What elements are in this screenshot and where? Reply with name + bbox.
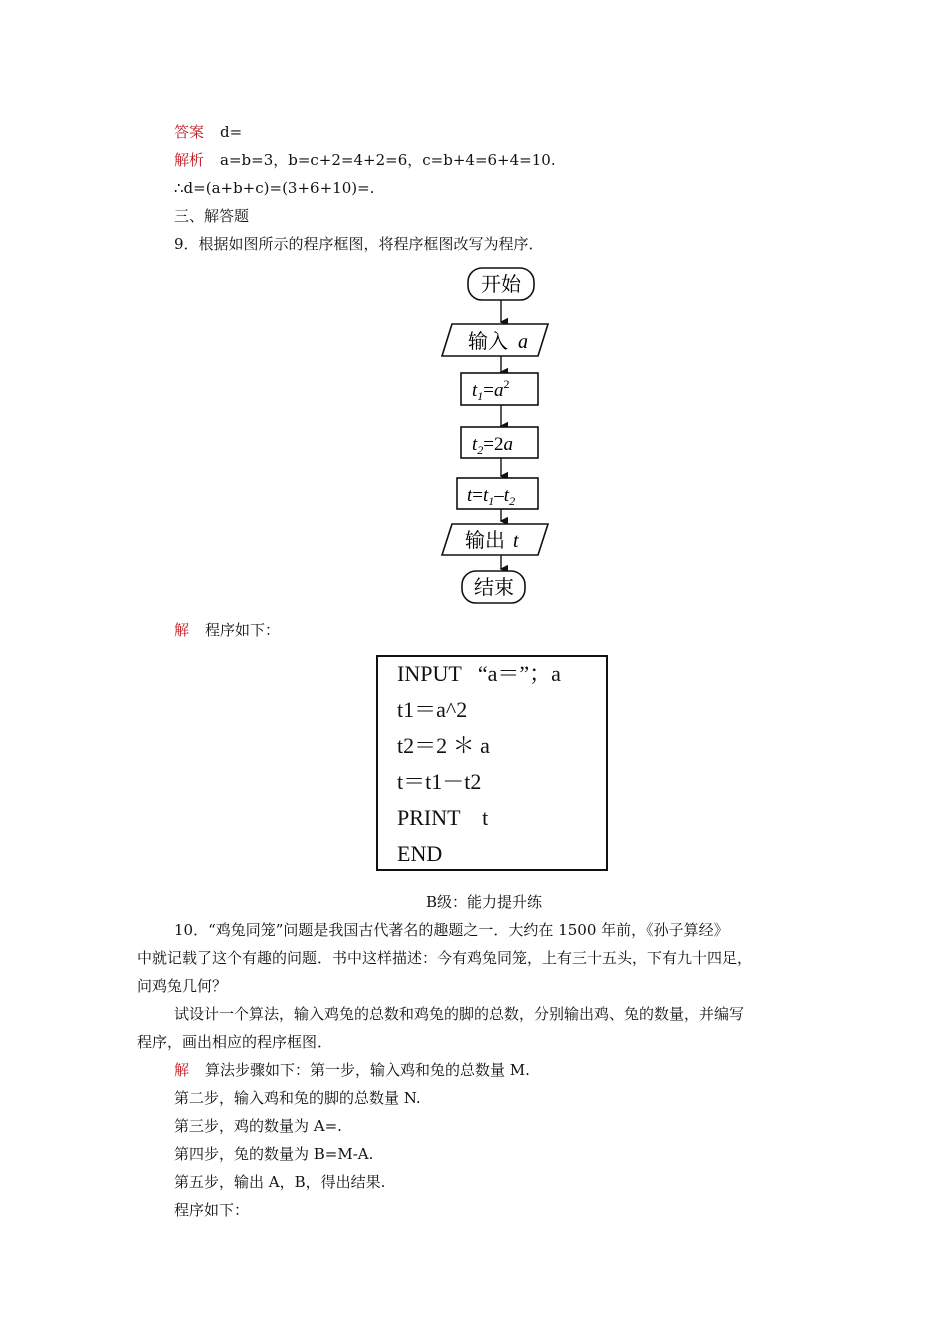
answer-line <box>174 122 242 142</box>
program-intro: 程序如下： <box>174 1201 250 1219</box>
question-9: 9．根据如图所示的程序框图，将程序框图改写为程序． <box>174 235 544 253</box>
svg-text:t: t <box>513 530 519 552</box>
svg-text:结束: 结束 <box>474 577 514 599</box>
svg-text:开始: 开始 <box>481 274 521 296</box>
question-10-line-3: 问鸡兔几何？ <box>137 977 228 995</box>
code-line: t＝t1－t2 <box>397 769 482 794</box>
step-3: 第三步，鸡的数量为 A=. <box>174 1117 342 1135</box>
flowchart-process-t1 <box>461 373 538 405</box>
svg-text:t1=a2: $t_1=a^2$ <box>472 377 510 403</box>
svg-text:t=t1–t2: $t=t_1-t_2$ <box>467 485 516 508</box>
flowchart-output <box>442 524 548 555</box>
analysis-text: a=b=3，b=c+2=4+2=6，c=b+4=6+4=10. <box>220 151 556 169</box>
question-10-line-2: 中就记载了这个有趣的问题．书中这样描述：今有鸡兔同笼，上有三十五头，下有九十四足， <box>137 949 753 967</box>
solution-9-line <box>174 620 280 640</box>
flowchart-input <box>442 324 548 356</box>
question-10-line-1: 10．“鸡兔同笼”问题是我国古代著名的趣题之一．大约在 1500 年前，《孙子算经》 <box>174 921 729 939</box>
solution-9-text: 程序如下： <box>205 621 281 639</box>
code-line: END <box>397 841 443 866</box>
step-5: 第五步，输出 A，B，得出结果. <box>174 1173 386 1191</box>
svg-text:t2=2a: $t_2=2a$ <box>472 434 513 457</box>
section-heading: 三、解答题 <box>174 207 250 225</box>
solution-10-text: 算法步骤如下：第一步，输入鸡和兔的总数量 M. <box>205 1061 530 1079</box>
svg-text:输出: 输出 <box>465 530 505 552</box>
code-line: INPUT “a＝”；a <box>397 661 561 686</box>
solution-10-label: 解 <box>174 1061 190 1079</box>
flowchart-end <box>462 571 525 603</box>
step-2: 第二步，输入鸡和兔的脚的总数量 N. <box>174 1089 421 1107</box>
answer-label: 答案 <box>174 123 205 141</box>
svg-text:输入: 输入 <box>468 331 508 353</box>
answer-text: d= <box>220 123 243 141</box>
svg-text:a: a <box>518 331 528 353</box>
solution-10-line <box>174 1060 530 1080</box>
level-heading: B级：能力提升练 <box>426 893 543 911</box>
solution-9-label: 解 <box>174 621 190 639</box>
question-10-line-5: 程序，画出相应的程序框图． <box>137 1033 333 1051</box>
question-10-line-4: 试设计一个算法，输入鸡兔的总数和鸡兔的脚的总数，分别输出鸡、兔的数量，并编写 <box>174 1005 745 1023</box>
analysis-line <box>174 150 556 170</box>
flowchart-process-t2 <box>461 427 538 458</box>
step-4: 第四步，兔的数量为 B=M-A. <box>174 1145 374 1163</box>
program-code-box <box>376 655 608 871</box>
flowchart-start <box>468 268 534 300</box>
flowchart-process-t <box>457 478 538 509</box>
code-line: t2＝2 ＊ a <box>397 733 490 758</box>
code-line: t1＝a^2 <box>397 697 468 722</box>
therefore-line: ∴d=(a+b+c)=(3+6+10)=. <box>174 179 375 197</box>
code-line: PRINT t <box>397 805 489 830</box>
analysis-label: 解析 <box>174 151 205 169</box>
flowchart <box>412 264 576 614</box>
